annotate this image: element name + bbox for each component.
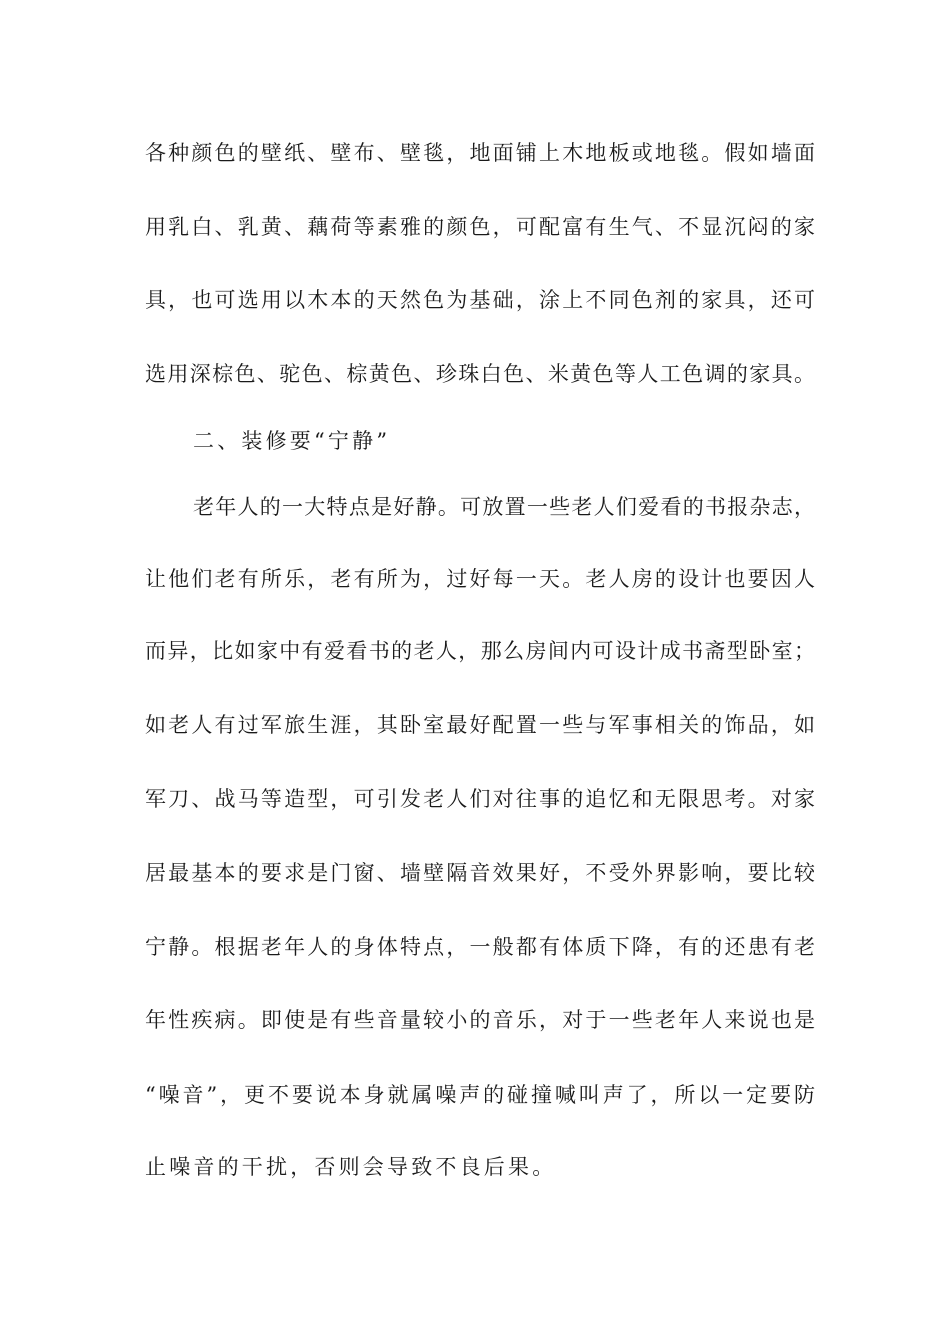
- paragraph-line: 居最基本的要求是门窗、墙壁隔音效果好，不受外界影响，要比较: [145, 861, 815, 885]
- paragraph-line: 宁静。根据老年人的身体特点，一般都有体质下降，有的还患有老: [145, 935, 815, 959]
- paragraph-line: 让他们老有所乐，老有所为，过好每一天。老人房的设计也要因人: [145, 567, 815, 591]
- paragraph-line: 军刀、战马等造型，可引发老人们对往事的追忆和无限思考。对家: [145, 787, 815, 811]
- paragraph-line: 如老人有过军旅生涯，其卧室最好配置一些与军事相关的饰品，如: [145, 713, 815, 737]
- paragraph-line: 用乳白、乳黄、藕荷等素雅的颜色，可配富有生气、不显沉闷的家: [145, 215, 815, 239]
- paragraph-line: 而异，比如家中有爱看书的老人，那么房间内可设计成书斋型卧室；: [145, 639, 815, 663]
- paragraph-line: 年性疾病。即使是有些音量较小的音乐，对于一些老年人来说也是: [145, 1008, 815, 1032]
- paragraph-line: “噪音”，更不要说本身就属噪声的碰撞喊叫声了，所以一定要防: [145, 1083, 815, 1107]
- paragraph-line: 老年人的一大特点是好静。可放置一些老人们爱看的书报杂志，: [193, 495, 815, 519]
- section-heading: 二、装修要“宁静”: [193, 429, 391, 453]
- paragraph-line: 各种颜色的壁纸、壁布、壁毯，地面铺上木地板或地毯。假如墙面: [145, 141, 815, 165]
- paragraph-line: 具，也可选用以木本的天然色为基础，涂上不同色剂的家具，还可: [145, 288, 815, 312]
- paragraph-line: 止噪音的干扰，否则会导致不良后果。: [145, 1155, 557, 1179]
- paragraph-line: 选用深棕色、驼色、棕黄色、珍珠白色、米黄色等人工色调的家具。: [145, 362, 815, 386]
